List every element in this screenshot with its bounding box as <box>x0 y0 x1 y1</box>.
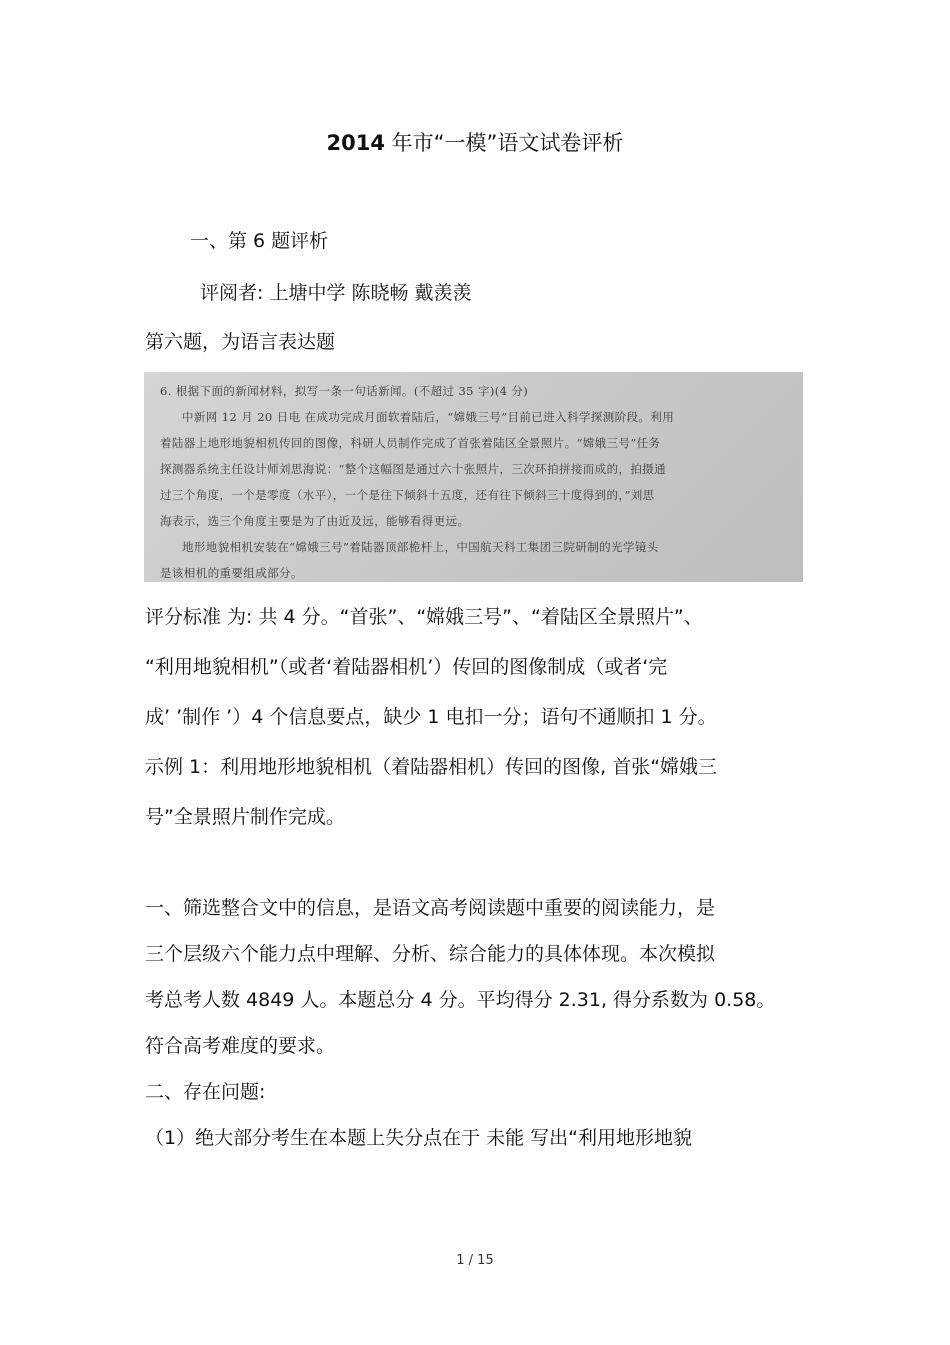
scoring-line: 成’ ’制作 ’）4 个信息要点，缺少 1 电扣一分；语句不通顺扣 1 分。 <box>145 706 717 728</box>
analysis-line: 考总考人数 4849 人。本题总分 4 分。平均得分 2.31, 得分系数为 0.58。 <box>145 989 776 1011</box>
scoring-line: “利用地貌相机”（或者‘着陆器相机’）传回的图像制成（或者‘完 <box>145 656 668 678</box>
analysis-line: 三个层级六个能力点中理解、分析、综合能力的具体体现。本次模拟 <box>145 943 716 965</box>
problem-item: （1）绝大部分考生在本题上失分点在于 未能 写出“利用地形地貌 <box>145 1127 693 1149</box>
title-year: 2014 <box>326 131 385 155</box>
scan-line: 过三个角度，一个是零度（水平），一个是往下倾斜十五度，还有往下倾斜三十度得到的，”刘思 <box>160 488 655 502</box>
analysis-line: 一、筛选整合文中的信息，是语文高考阅读题中重要的阅读能力，是 <box>145 897 716 919</box>
scan-line: 6. 根据下面的新闻材料，拟写一条一句话新闻。(不超过 35 字)(4 分) <box>160 384 529 398</box>
scan-line: 着陆器上地形地貌相机传回的图像，科研人员制作完成了首张着陆区全景照片。“嫦娥三号”任务 <box>160 436 661 450</box>
scan-line: 海表示，选三个角度主要是为了由近及远，能够看得更远。 <box>160 514 470 528</box>
analysis-line: 符合高考难度的要求。 <box>145 1035 336 1057</box>
section-heading: 一、第 6 题评析 <box>190 230 329 252</box>
scan-line: 是该相机的重要组成部分。 <box>160 566 303 580</box>
problems-heading: 二、存在问题: <box>145 1081 266 1103</box>
question-scan-image <box>144 372 803 582</box>
example-line: 示例 1：利用地形地貌相机（着陆器相机）传回的图像, 首张“嫦娥三 <box>145 756 718 778</box>
analysis-paragraph <box>145 885 825 1161</box>
title-text: 年市“一模”语文试卷评析 <box>385 131 624 155</box>
page-title <box>0 126 950 160</box>
question-intro: 第六题，为语言表达题 <box>145 331 336 353</box>
scoring-paragraph <box>145 592 825 842</box>
scoring-line: 评分标准 为: 共 4 分。“首张”、“嫦娥三号”、“着陆区全景照片”、 <box>145 606 703 628</box>
scan-line: 探测器系统主任设计师刘思海说：“整个这幅图是通过六十张照片，三次环拍拼接而成的，拍摄通 <box>160 462 667 476</box>
reviewer-line: 评阅者: 上塘中学 陈晓畅 戴羡羡 <box>200 282 472 304</box>
page-number: 1 / 15 <box>456 1253 494 1268</box>
example-line: 号”全景照片制作完成。 <box>145 806 345 828</box>
scan-line: 地形地貌相机安装在“嫦娥三号”着陆器顶部桅杆上，中国航天科工集团三院研制的光学镜头 <box>182 540 659 554</box>
scan-line: 中新网 12 月 20 日电 在成功完成月面软着陆后，“嫦娥三号”目前已进入科学探测阶段。利用 <box>182 410 675 424</box>
